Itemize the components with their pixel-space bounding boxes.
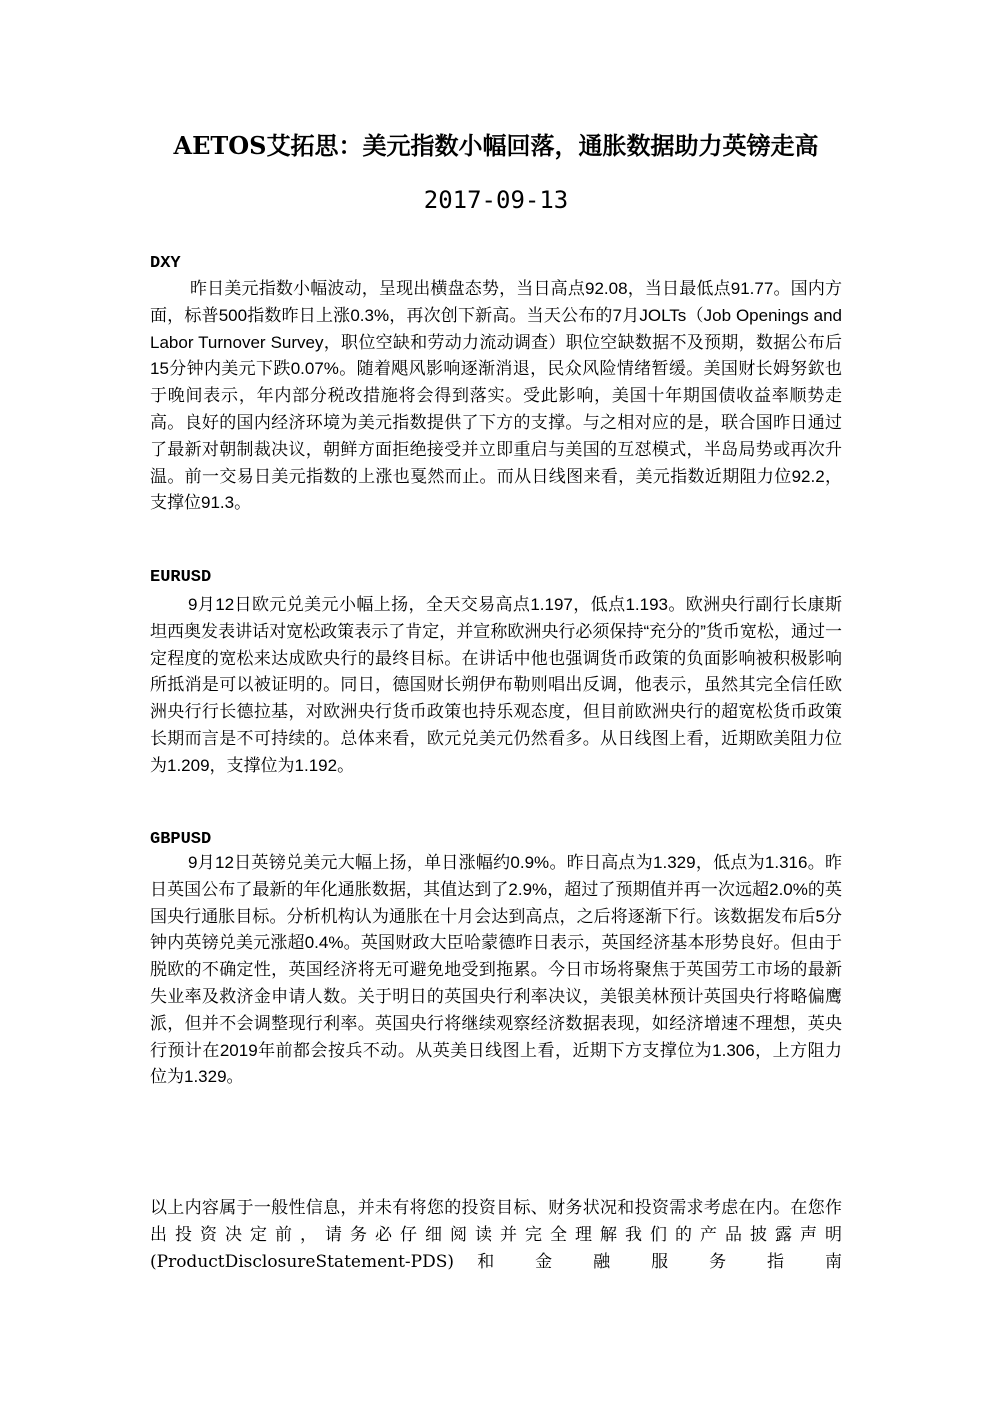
document-date: 2017-09-13 (423, 186, 569, 214)
section-heading-dxy: DXY (150, 254, 181, 273)
section-body-eurusd: 9月12日欧元兑美元小幅上扬，全天交易高点1.197，低点1.193。欧洲央行副行长康斯坦西奥发表讲话对宽松政策表示了肯定，并宣称欧洲央行必须保持“充分的”货币宽松，通过一定程度的宽松来达成欧央行的最终目标。在讲话中他也强调货币政策的负面影响被积极影响所抵消是可以被证明的。同日，德国财长朔伊布勒则唱出反调，他表示，虽然其完全信任欧洲央行行长德拉基，对欧洲央行货币政策也持乐观态度，但目前欧洲央行的超宽松货币政策长期而言是不可持续的。总体来看，欧元兑美元仍然看多。从日线图上看，近期欧美阻力位为1.209，支撑位为1.192。 (150, 595, 842, 775)
disclaimer-text: 以上内容属于一般性信息，并未有将您的投资目标、财务状况和投资需求考虑在内。在您作出投资决定前，请务必仔细阅读并完全理解我们的产品披露声明(ProductDisclosureStatement-PDS) 和 金 融 服 务 指 南 (150, 1198, 842, 1272)
document-title: AETOS艾拓思：美元指数小幅回落，通胀数据助力英镑走高 (173, 131, 819, 160)
section-heading-eurusd: EURUSD (150, 568, 212, 587)
section-heading-gbpusd: GBPUSD (150, 830, 212, 849)
section-body-dxy: 昨日美元指数小幅波动，呈现出横盘态势，当日高点92.08，当日最低点91.77。国内方面，标普500指数昨日上涨0.3%，再次创下新高。当天公布的7月JOLTs（Job Openings and Labor Turnover Survey，职位空缺和劳动力流动调查）职位空缺数据不及预期，数据公布后15分钟内美元下跌0.07%。随着飓风影响逐渐消退，民众风险情绪暂缓。美国财长姆努欽也于晚间表示，年内部分税改措施将会得到落实。受此影响，美国十年期国债收益率顺势走高。良好的国内经济环境为美元指数提供了下方的支撑。与之相对应的是，联合国昨日通过了最新对朝制裁决议，朝鲜方面拒绝接受并立即重启与美国的互怼模式，半岛局势或再次升温。前一交易日美元指数的上涨也戛然而止。而从日线图来看，美元指数近期阻力位92.2，支撑位91.3。 (150, 279, 842, 513)
section-body-gbpusd: 9月12日英镑兑美元大幅上扬，单日涨幅约0.9%。昨日高点为1.329，低点为1.316。昨日英国公布了最新的年化通胀数据，其值达到了2.9%，超过了预期值并再一次远超2.0%的英国央行通胀目标。分析机构认为通胀在十月会达到高点，之后将逐渐下行。该数据发布后5分钟内英镑兑美元涨超0.4%。英国财政大臣哈蒙德昨日表示，英国经济基本形势良好。但由于脱欧的不确定性，英国经济将无可避免地受到拖累。今日市场将聚焦于英国劳工市场的最新失业率及救济金申请人数。关于明日的英国央行利率决议，美银美林预计英国央行将略偏鹰派，但并不会调整现行利率。英国央行将继续观察经济数据表现，如经济增速不理想，英央行预计在2019年前都会按兵不动。从英美日线图上看，近期下方支撑位为1.306，上方阻力位为1.329。 (150, 853, 842, 1087)
